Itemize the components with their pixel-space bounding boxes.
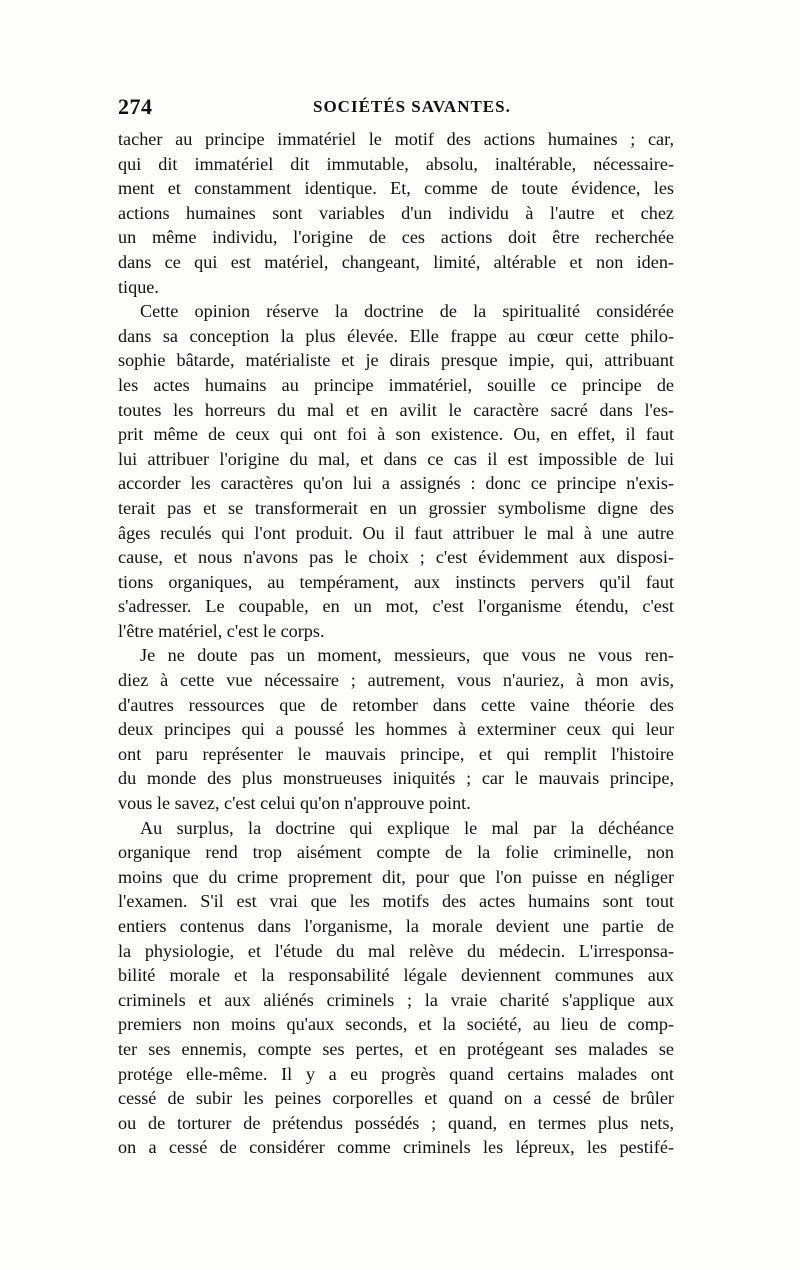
text-line: l'examen. S'il est vrai que les motifs des actes humains sont tout <box>118 891 674 912</box>
text-line: vous le savez, c'est celui qu'on n'approuve point. <box>118 793 471 814</box>
text-line: sophie bâtarde, matérialiste et je dirais presque impie, qui, attribuant <box>118 350 674 371</box>
text-line: accorder les caractères qu'on lui a assignés : donc ce principe n'exis- <box>118 473 674 494</box>
page-number: 274 <box>118 94 153 119</box>
text-line: d'autres ressources que de retomber dans cette vaine théorie des <box>118 694 674 715</box>
text-line: protége elle-même. Il y a eu progrès quand certains malades ont <box>118 1063 674 1084</box>
text-line: Au surplus, la doctrine qui explique le mal par la déchéance <box>140 817 674 838</box>
text-line: ter ses ennemis, compte ses pertes, et en protégeant ses malades se <box>118 1038 674 1059</box>
paragraph-2 <box>118 299 674 643</box>
running-head <box>118 94 678 124</box>
text-line: l'être matériel, c'est le corps. <box>118 620 325 641</box>
text-line: tacher au principe immatériel le motif des actions humaines ; car, <box>118 129 674 149</box>
text-line: ont paru représenter le mauvais principe, et qui remplit l'histoire <box>118 743 674 764</box>
text-line: entiers contenus dans l'organisme, la morale devient une partie de <box>118 916 674 936</box>
text-line: dans ce qui est matériel, changeant, limité, altérable et non iden- <box>118 251 674 272</box>
text-line: âges reculés qui l'ont produit. Ou il faut attribuer le mal à une autre <box>118 522 674 543</box>
text-line: cause, et nous n'avons pas le choix ; c'est évidemment aux disposi- <box>118 547 674 568</box>
paragraph-1 <box>118 127 674 299</box>
text-line: deux principes qui a poussé les hommes à exterminer ceux qui leur <box>118 719 674 740</box>
text-line: Cette opinion réserve la doctrine de la spiritualité considérée <box>140 301 674 322</box>
text-line: moins que du crime proprement dit, pour que l'on puisse en négliger <box>118 866 674 887</box>
text-line: diez à cette vue nécessaire ; autrement, vous n'auriez, à mon avis, <box>118 670 674 691</box>
text-line: ment et constamment identique. Et, comme de toute évidence, les <box>118 178 674 199</box>
text-line: on a cessé de considérer comme criminels les lépreux, les pestifé- <box>118 1137 674 1158</box>
text-line: la physiologie, et l'étude du mal relève du médecin. L'irresponsa- <box>118 940 674 961</box>
text-line: terait pas et se transformerait en un grossier symbolisme digne des <box>118 497 674 518</box>
text-line: toutes les horreurs du mal et en avilit le caractère sacré dans l'es- <box>118 399 674 420</box>
text-line: cessé de subir les peines corporelles et quand on a cessé de brûler <box>118 1088 674 1109</box>
text-line: dans sa conception la plus élevée. Elle frappe au cœur cette philo- <box>118 325 674 346</box>
paragraph-4 <box>118 816 674 1160</box>
text-line: un même individu, l'origine de ces actions doit être recherchée <box>118 227 674 248</box>
text-line: du monde des plus monstrueuses iniquités ; car le mauvais principe, <box>118 768 674 789</box>
text-line: bilité morale et la responsabilité légale deviennent communes aux <box>118 965 674 986</box>
text-line: tique. <box>118 276 159 297</box>
text-line: criminels et aux aliénés criminels ; la vraie charité s'applique aux <box>118 989 674 1010</box>
text-line: premiers non moins qu'aux seconds, et la société, au lieu de comp- <box>118 1014 674 1035</box>
text-line: lui attribuer l'origine du mal, et dans ce cas il est impossible de lui <box>118 448 674 469</box>
text-line: s'adresser. Le coupable, en un mot, c'est l'organisme étendu, c'est <box>118 596 674 617</box>
text-line: actions humaines sont variables d'un individu à l'autre et chez <box>118 202 674 223</box>
text-line: ou de torturer de prétendus possédés ; quand, en termes plus nets, <box>118 1112 674 1133</box>
text-line: prit même de ceux qui ont foi à son existence. Ou, en effet, il faut <box>118 424 674 445</box>
running-head-title: SOCIÉTÉS SAVANTES. <box>313 97 511 116</box>
text-line: Je ne doute pas un moment, messieurs, que vous ne vous ren- <box>140 645 674 666</box>
body-text <box>118 127 674 1160</box>
paragraph-3 <box>118 643 674 815</box>
text-line: organique rend trop aisément compte de la folie criminelle, non <box>118 842 674 863</box>
text-line: qui dit immatériel dit immutable, absolu, inaltérable, nécessaire- <box>118 153 674 174</box>
text-line: les actes humains au principe immatériel, souille ce principe de <box>118 374 674 395</box>
text-line: tions organiques, au tempérament, aux instincts pervers qu'il faut <box>118 571 674 592</box>
